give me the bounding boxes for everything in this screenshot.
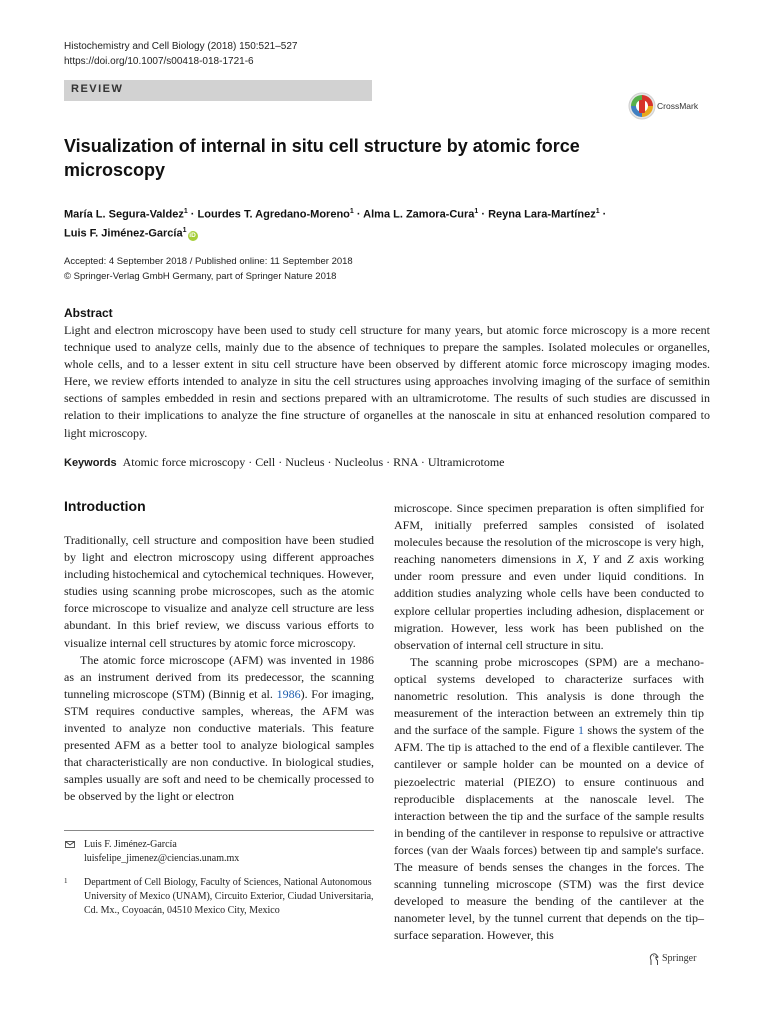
publisher-logo	[648, 952, 712, 966]
paragraph	[394, 500, 704, 654]
body-column-left	[64, 532, 374, 806]
abstract-text: Light and electron microscopy have been used to study cell structure for many years, but atomic force microscopy is a more recent technique used to analyze cells, mainly due to the absence of techniques to prepare the samples. Isolated molecules or organelles, whole cells, and to a lesser extent in situ cell structure have been observed by different atomic force microscopy imaging modes. Here, we review efforts intended to analyze in situ the cell structures using approaches involving imaging of the surface of semithin sections of samples embedded in resin and sections prepared with an ultramicrotome. The results of such studies are discussed in relation to their implications to analyze the fine structure of organelles at the nanoscale in situ at enhanced resolution compared to light microscopy.	[64, 323, 710, 440]
journal-doi[interactable]: https://doi.org/10.1007/s00418-018-1721-6	[64, 56, 254, 67]
author-name[interactable]: Luis F. Jiménez-García	[64, 227, 183, 240]
author-name[interactable]: María L. Segura-Valdez	[64, 208, 184, 221]
author-name[interactable]: · Reyna Lara-Martínez	[478, 208, 596, 221]
copyright-notice: © Springer-Verlag GmbH Germany, part of Springer Nature 2018	[64, 271, 337, 282]
author-name[interactable]: · Lourdes T. Agredano-Moreno	[187, 208, 350, 221]
paragraph-text: The scanning probe microscopes (SPM) are a mechano-optical systems developed to characterize surfaces with nanometric resolution. This analysis is done through the measurement of the interaction between an extremely thin tip and the surface of the sample. Figure	[394, 654, 704, 738]
axis-y: Y	[592, 552, 599, 567]
orcid-icon[interactable]: iD	[189, 231, 196, 239]
crossmark-badge[interactable]	[628, 92, 710, 122]
affiliation-mark: 1	[183, 208, 188, 215]
paragraph-text: ). For imaging, STM requires conductive samples, whereas, the AFM was invented to analyze non conductive materials. This feature presented AFM as a better tool to analyze biological samples that characteristically are non conductive. In biological studies, samples usually are soft and need to be chemically processed to be observed by the light or electron	[64, 686, 374, 804]
affiliation-mark: 1	[349, 208, 354, 215]
keywords	[64, 454, 710, 471]
journal-header	[64, 39, 297, 69]
body-column-right	[394, 500, 704, 944]
paragraph-text: ,	[583, 552, 593, 567]
paragraph-text: and	[598, 552, 628, 567]
journal-citation: Histochemistry and Cell Biology (2018) 150:521–527	[64, 41, 298, 52]
affiliation-mark: 1	[474, 208, 479, 215]
affiliation-note	[64, 876, 374, 918]
crossmark-label: CrossMark	[657, 101, 699, 111]
figure-link[interactable]: 1	[577, 723, 584, 738]
springer-horse-icon	[648, 952, 660, 966]
publication-dates	[64, 254, 353, 284]
axis-x: X	[576, 552, 584, 567]
paragraph	[64, 652, 374, 806]
publisher-name: Springer	[662, 953, 697, 964]
affiliation-mark: 1	[182, 227, 187, 235]
paragraph-text: shows the system of the AFM. The tip is attached to the end of a flexible cantilever. The cantilever or sample holder can be mounted on a device of piezoelectric material (PIEZO) to ensure continuous and reproducible displacements at the nanoscale level. The interaction between the tip and the surface of the sample results in bending of the cantilever in response to repulsive or attractive forces (van der Waals forces) between tip and sample's surface. The measure of bends senses the changes in the forces. The scanning tunneling microscope (STM) was the first device developed to measure the bending of the cantilever at the nanometer level, by the tunnel current that depends on the tip–surface separation. However, this	[394, 723, 704, 943]
paragraph-text: microscope. Since specimen preparation is often simplified for AFM, initially preferred samples consisted of isolated molecules because the resolution of the microscope is very high, reaching nanometers dimensions in	[394, 501, 704, 567]
keywords-list: Atomic force microscopy · Cell · Nucleus · Nucleolus · RNA · Ultramicrotome	[122, 455, 505, 469]
affiliation-number: 1	[64, 877, 68, 885]
article-title: Visualization of internal in situ cell structure by atomic force microscopy	[64, 136, 580, 180]
author-separator: ·	[599, 208, 607, 221]
paragraph	[394, 654, 704, 945]
crossmark-icon	[628, 92, 656, 120]
corresponding-author-email[interactable]: luisfelipe_jimenez@ciencias.unam.mx	[84, 853, 240, 864]
axis-z: Z	[627, 552, 634, 567]
author-name[interactable]: · Alma L. Zamora-Cura	[353, 208, 475, 221]
envelope-icon	[65, 841, 75, 848]
affiliation-mark: 1	[595, 208, 600, 215]
paragraph-text: The atomic force microscope (AFM) was invented in 1986 as an instrument derived from its predecessor, the scanning tunneling microscope (STM) (Binnig et al.	[64, 652, 374, 701]
corresponding-author-name: Luis F. Jiménez-García	[84, 839, 177, 850]
section-label: REVIEW	[71, 83, 124, 95]
section-banner	[64, 80, 372, 101]
citation-link[interactable]: 1986	[276, 686, 301, 701]
paragraph-text: axis working under room pressure and even under liquid conditions. In addition studies analyzing whole cells have been conducted to explore cellular properties including adhesion, displacement or migration. However, less work has been published on the observation of internal cell structure in situ.	[394, 552, 705, 652]
paragraph: Traditionally, cell structure and composition have been studied by light and electron microscopy using different approaches including histochemical and cytochemical techniques. However, studies using scanning probe microscopes, such as the atomic force microscope to visualize and analyze cell structure are less abundant. In this brief review, we discuss various efforts to visualize internal cell structures by atomic force microscopy.	[64, 533, 374, 650]
footnote-divider	[64, 830, 374, 831]
accepted-published-date: Accepted: 4 September 2018 / Published online: 11 September 2018	[64, 256, 353, 267]
abstract-heading: Abstract	[64, 306, 113, 320]
introduction-heading: Introduction	[64, 498, 146, 514]
keywords-heading: Keywords	[64, 457, 117, 469]
corresponding-author-note	[64, 838, 374, 866]
affiliation-text: Department of Cell Biology, Faculty of Sciences, National Autonomous University of Mexico (UNAM), Circuito Exterior, Ciudad Universitaria, Cd. Mx., Coyoacán, 04510 Mexico City, Mexico	[84, 877, 374, 916]
author-list	[64, 204, 664, 242]
